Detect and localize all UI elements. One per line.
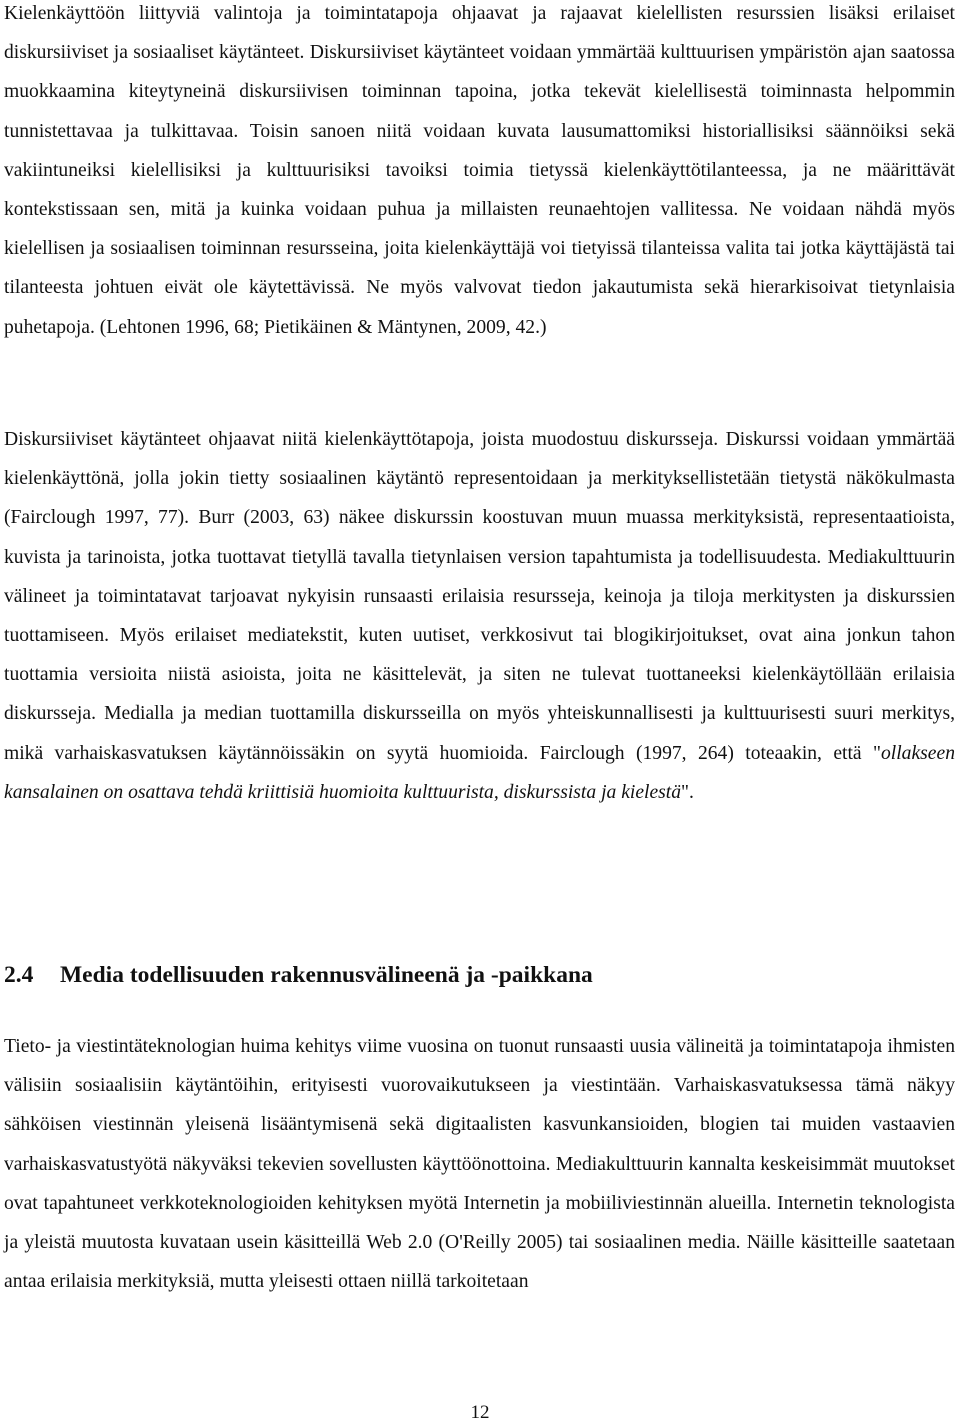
- body-paragraph-2: [4, 420, 955, 812]
- body-paragraph-1: Kielenkäyttöön liittyviä valintoja ja toimintatapoja ohjaavat ja rajaavat kielellisten resurssien lisäksi erilaiset diskursiiviset ja sosiaaliset käytänteet. Diskursiiviset käytänteet voidaan ymmärtää kulttuurisen ympäristön ajan saatossa muokkaamina kiteytyneinä diskursiivisen toiminnan tapoina, jotka tekevät kielellisestä toiminnasta helpommin tunnistettavaa ja tulkittavaa. Toisin sanoen niitä voidaan kuvata lausumattomiksi historiallisiksi säännöiksi sekä vakiintuneiksi kielellisiksi ja kulttuurisiksi tavoiksi toimia tietyssä kielenkäyttötilanteessa, ja ne määrittävät kontekstissaan sen, mitä ja kuinka voidaan puhua ja millaisten reunaehtojen vallitessa. Ne voidaan nähdä myös kielellisen ja sosiaalisen toiminnan resursseina, joita kielenkäyttäjä voi tietyissä tilanteissa valita tai jotka käyttäjästä tai tilanteesta johtuen eivät ole käytettävissä. Ne myös valvovat tiedon jakautumista sekä hierarkisoivat tietynlaisia puhetapoja. (Lehtonen 1996, 68; Pietikäinen & Mäntynen, 2009, 42.): [4, 3, 955, 338]
- page-number: 12: [470, 1402, 490, 1423]
- paragraph-2-end: ".: [681, 781, 694, 803]
- section-number: 2.4: [4, 962, 34, 988]
- section-heading: [4, 955, 593, 995]
- section-title: Media todellisuuden rakennusvälineenä ja -paikkana: [60, 962, 593, 988]
- fairclough-quote: ollakseen kansalainen on osattava tehdä kriittisiä huomioita kulttuurista, diskurssista ja kielestä: [4, 742, 955, 803]
- body-paragraph-3: Tieto- ja viestintäteknologian huima kehitys viime vuosina on tuonut runsaasti uusia välineitä ja toimintatapoja ihmisten välisiin sosiaalisiin käytäntöihin, erityisesti vuorovaikutukseen ja viestintään. Varhaiskasvatuksessa tämä näkyy sähköisen viestinnän yleisenä lisääntymisenä sekä digitaalisten kasvunkansioiden, blogien tai muiden vastaavien varhaiskasvatustyötä näkyväksi tekevien sovellusten käyttöönottoina. Mediakulttuurin kannalta keskeisimmät muutokset ovat tapahtuneet verkkoteknologioiden kehityksen myötä Internetin ja mobiiliviestinnän alueilla. Internetin teknologista ja yleistä muutosta kuvataan usein käsitteillä Web 2.0 (O'Reilly 2005) tai sosiaalinen media. Näille käsitteille saatetaan antaa erilaisia merkityksiä, mutta yleisesti ottaen niillä tarkoitetaan: [4, 1036, 955, 1293]
- paragraph-2-text: Diskursiiviset käytänteet ohjaavat niitä kielenkäyttötapoja, joista muodostuu diskursseja. Diskurssi voidaan ymmärtää kielenkäyttönä, jolla jokin tietty sosiaalinen käytäntö representoidaan ja merkityksellistetään tietystä näkökulmasta (Fairclough 1997, 77). Burr (2003, 63) näkee diskurssin koostuvan muun muassa merkityksistä, representaatioista, kuvista ja tarinoista, jotka tuottavat tietyllä tavalla tietynlaisen version tapahtumista ja todellisuudesta. Mediakulttuurin välineet ja toimintatavat tarjoavat nykyisin runsaasti erilaisia resursseja, keinoja ja tiloja merkitysten ja diskurssien tuottamiseen. Myös erilaiset mediatekstit, kuten uutiset, verkkosivut tai blogikirjoitukset, ovat aina jonkun tahon tuottamia versioita niistä asioista, joita ne käsittelevät, ja siten ne tulevat tuottaneeksi kielenkäytöllään erilaisia diskursseja. Medialla ja median tuottamilla diskursseilla on myös yhteiskunnallisesti ja kulttuurisesti suuri merkitys, mikä varhaiskasvatuksen käytännöissäkin on syytä huomioida. Fairclough (1997, 264) toteaakin, että ": [4, 429, 955, 764]
